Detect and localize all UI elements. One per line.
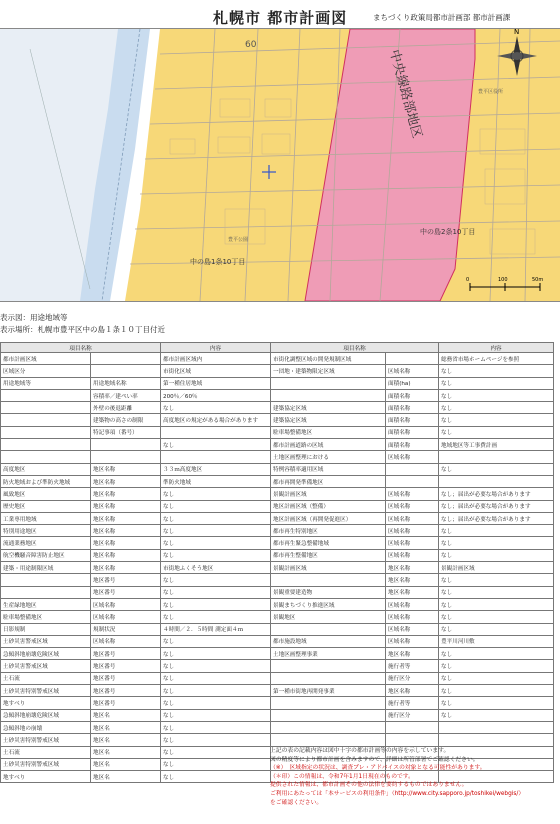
- table-cell: 都市施設地域: [271, 635, 386, 647]
- table-cell: [386, 463, 439, 475]
- table-cell: [161, 426, 271, 438]
- table-cell: 地区番号: [91, 697, 161, 709]
- table-cell: [271, 709, 386, 721]
- table-cell: なし: [161, 648, 271, 660]
- table-cell: 駐車場整備地区: [1, 611, 91, 623]
- table-cell: 区域名称: [386, 537, 439, 549]
- table-cell: 面積(ha): [386, 377, 439, 389]
- table-cell: [1, 439, 91, 451]
- table-cell: [271, 697, 386, 709]
- header-item-name-2: 項目名称: [271, 343, 439, 353]
- table-cell: 地域地区等工事費計画: [439, 439, 554, 451]
- note-line-6: ご利用にあたっては「本サービスの利用条件」（http://www.city.sapporo.jp/toshikei/webgis/）: [270, 790, 525, 797]
- table-cell: 都市再生整備地区: [271, 549, 386, 561]
- table-cell: 区域名称: [386, 512, 439, 524]
- table-cell: 都市計画区域: [1, 353, 91, 365]
- table-cell: [386, 721, 439, 733]
- table-row: [1, 598, 554, 610]
- table-cell: 風致地区: [1, 488, 91, 500]
- table-cell: 地区名称: [386, 685, 439, 697]
- table-cell: 地区番号: [91, 660, 161, 672]
- table-cell: 土石流: [1, 746, 91, 758]
- table-row: [1, 488, 554, 500]
- table-cell: なし: [439, 525, 554, 537]
- map-title: 札幌市 都市計画図: [213, 9, 348, 27]
- table-cell: 総務省市場ホームページを参照: [439, 353, 554, 365]
- table-cell: [1, 402, 91, 414]
- table-row: [1, 426, 554, 438]
- table-cell: [91, 451, 161, 463]
- table-cell: [271, 660, 386, 672]
- table-cell: 建築協定区域: [271, 402, 386, 414]
- table-cell: なし: [439, 574, 554, 586]
- location-line: 表示場所：札幌市豊平区中の島１条１０丁目付近: [0, 325, 165, 334]
- table-row: [1, 611, 554, 623]
- table-row: [1, 512, 554, 524]
- table-row: [1, 365, 554, 377]
- table-cell: 地区名称: [91, 488, 161, 500]
- table-cell: なし: [439, 463, 554, 475]
- table-cell: なし: [161, 439, 271, 451]
- map-type-line: 表示図：用途地域等: [0, 313, 68, 322]
- table-cell: 第一種住居地域: [161, 377, 271, 389]
- table-cell: なし: [161, 721, 271, 733]
- table-cell: 地区名称: [91, 525, 161, 537]
- table-cell: [271, 389, 386, 401]
- table-cell: 建築物の高さの制限: [91, 414, 161, 426]
- table-cell: [91, 353, 161, 365]
- table-cell: ４時間／２．５時間 測定面４ｍ: [161, 623, 271, 635]
- scale-end: 50m: [532, 277, 544, 283]
- table-cell: 都市計画道路の区域: [271, 439, 386, 451]
- table-cell: 土石流: [1, 672, 91, 684]
- table-cell: 地すべり: [1, 771, 91, 783]
- table-row: [1, 574, 554, 586]
- table-cell: なし: [439, 660, 554, 672]
- table-cell: 地区名: [91, 771, 161, 783]
- table-cell: [271, 623, 386, 635]
- table-cell: 準防火地域: [161, 475, 271, 487]
- note-line-7: をご確認ください。: [270, 799, 323, 806]
- table-cell: 景観計画区域: [439, 562, 554, 574]
- table-cell: 用途地域等: [1, 377, 91, 389]
- facility-label-park: 豊平公園: [228, 237, 249, 243]
- footnote-block: [270, 747, 558, 807]
- table-cell: 都市計画区域内: [161, 353, 271, 365]
- table-row: [1, 439, 554, 451]
- table-cell: [1, 426, 91, 438]
- table-cell: 規制状況: [91, 623, 161, 635]
- table-cell: 地区名称: [91, 512, 161, 524]
- table-row: [1, 623, 554, 635]
- table-cell: 市街地ふくそう地区: [161, 562, 271, 574]
- table-row: [1, 562, 554, 574]
- table-cell: 都市再開発準備地区: [271, 475, 386, 487]
- table-cell: 景観計画区域: [271, 488, 386, 500]
- table-cell: なし: [161, 402, 271, 414]
- table-cell: [1, 414, 91, 426]
- map-area[interactable]: [0, 28, 560, 302]
- table-cell: 都市再生緊急整備地域: [271, 537, 386, 549]
- table-cell: なし: [161, 574, 271, 586]
- note-line-3: （※） 区域指定の状況は、調査プレ・アドバイスの対象となる可能性があります。: [270, 765, 486, 772]
- table-cell: 区域名称: [91, 635, 161, 647]
- header-item-name: 項目名称: [1, 343, 161, 353]
- table-row: [1, 377, 554, 389]
- table-cell: なし: [161, 771, 271, 783]
- table-cell: なし: [439, 389, 554, 401]
- table-cell: 特別用途地区: [1, 525, 91, 537]
- table-header-row: [1, 343, 554, 353]
- table-cell: [439, 721, 554, 733]
- table-cell: [91, 439, 161, 451]
- table-cell: 施行区分: [386, 672, 439, 684]
- table-cell: なし: [161, 549, 271, 561]
- note-line-5: 提供された情報は、都市計画その他の法律を要約するものではありません。: [270, 782, 468, 789]
- table-row: [1, 685, 554, 697]
- table-cell: なし: [161, 586, 271, 598]
- table-cell: なし: [161, 685, 271, 697]
- block-code-label: 60: [245, 40, 257, 50]
- department-label: まちづくり政策局都市計画部 都市計画課: [373, 13, 511, 22]
- table-cell: 生産緑地地区: [1, 598, 91, 610]
- table-cell: 区域名称: [386, 611, 439, 623]
- table-cell: 面積名称: [386, 414, 439, 426]
- table-cell: 面積名称: [386, 389, 439, 401]
- table-cell: 200％／60％: [161, 389, 271, 401]
- table-cell: 施行者等: [386, 660, 439, 672]
- table-cell: [386, 475, 439, 487]
- table-cell: 豊平川河川敷: [439, 635, 554, 647]
- table-cell: [439, 475, 554, 487]
- table-cell: 区域名称: [386, 525, 439, 537]
- table-cell: なし: [439, 598, 554, 610]
- table-cell: 歴史地区: [1, 500, 91, 512]
- table-cell: 地区名: [91, 709, 161, 721]
- table-cell: 地区名: [91, 758, 161, 770]
- table-row: [1, 709, 554, 721]
- facility-label-office: 豊平区役所: [478, 89, 504, 95]
- table-cell: 高度地区: [1, 463, 91, 475]
- table-cell: [271, 734, 386, 746]
- table-cell: 地区名: [91, 734, 161, 746]
- table-cell: 防火地域および準防火地域: [1, 475, 91, 487]
- table-cell: なし: [161, 734, 271, 746]
- table-cell: 地区名称: [91, 463, 161, 475]
- table-cell: なし: [439, 377, 554, 389]
- table-cell: 土地区画整理事業: [271, 648, 386, 660]
- table-cell: [271, 672, 386, 684]
- table-row: [1, 402, 554, 414]
- table-cell: 駐車場整備地区: [271, 426, 386, 438]
- table-row: [1, 734, 554, 746]
- table-cell: なし: [439, 672, 554, 684]
- table-cell: [1, 574, 91, 586]
- table-cell: なし: [439, 365, 554, 377]
- table-cell: ３３ｍ高度地区: [161, 463, 271, 475]
- note-line-2: 図の精度等により都市計画を含みますので、詳細は所管部署でご確認ください。: [270, 756, 479, 763]
- table-cell: 区域名称: [386, 365, 439, 377]
- table-cell: なし: [161, 697, 271, 709]
- table-cell: 区域名称: [386, 549, 439, 561]
- table-cell: なし: [439, 685, 554, 697]
- table-cell: 流通業務地区: [1, 537, 91, 549]
- table-cell: 地区名称: [91, 537, 161, 549]
- scale-zero: 0: [466, 277, 470, 283]
- table-cell: なし: [439, 611, 554, 623]
- table-row: [1, 721, 554, 733]
- table-cell: 急傾斜地崩壊危険区域: [1, 709, 91, 721]
- table-cell: 地区番号: [91, 685, 161, 697]
- table-cell: なし: [439, 709, 554, 721]
- table-cell: [91, 365, 161, 377]
- table-cell: 地区番号: [91, 574, 161, 586]
- table-cell: 地区名: [91, 721, 161, 733]
- info-block: [0, 312, 165, 336]
- table-cell: 地すべり: [1, 697, 91, 709]
- table-cell: なし: [161, 635, 271, 647]
- table-cell: 土砂災害警戒区域: [1, 635, 91, 647]
- table-cell: 土砂災害特別警戒区域: [1, 734, 91, 746]
- table-cell: 景観計画区域: [271, 562, 386, 574]
- table-cell: なし: [161, 598, 271, 610]
- table-cell: なし；届出が必要な場合があります: [439, 512, 554, 524]
- table-row: [1, 635, 554, 647]
- table-cell: 地区名称: [91, 475, 161, 487]
- table-cell: 地区名称: [386, 586, 439, 598]
- table-cell: 地区名: [91, 746, 161, 758]
- table-cell: 工業専用地域: [1, 512, 91, 524]
- table-cell: 地区番号: [91, 586, 161, 598]
- table-cell: 一団地・建築物限定区域: [271, 365, 386, 377]
- table-row: [1, 697, 554, 709]
- table-cell: 容積率／建ぺい率: [91, 389, 161, 401]
- table-cell: [161, 451, 271, 463]
- table-cell: 景観重要建造物: [271, 586, 386, 598]
- table-cell: なし: [161, 660, 271, 672]
- table-cell: 市街化区域: [161, 365, 271, 377]
- table-cell: [1, 586, 91, 598]
- table-cell: 土砂災害警戒区域: [1, 660, 91, 672]
- table-row: [1, 414, 554, 426]
- area-label-1jo: 中の島1条10丁目: [190, 258, 246, 266]
- table-cell: 市街化調整区域の開発規制区域: [271, 353, 386, 365]
- table-row: [1, 660, 554, 672]
- table-cell: 地区名称: [386, 648, 439, 660]
- table-row: [1, 500, 554, 512]
- table-cell: なし: [161, 611, 271, 623]
- table-cell: 区域区分: [1, 365, 91, 377]
- table-cell: 地区名称: [91, 500, 161, 512]
- table-cell: [1, 389, 91, 401]
- table-cell: 地区名称: [386, 574, 439, 586]
- planning-info-table: [0, 342, 554, 783]
- scale-mid: 100: [498, 277, 508, 283]
- table-cell: [439, 451, 554, 463]
- table-cell: 特例容積率適用区域: [271, 463, 386, 475]
- table-cell: なし；届出が必要な場合があります: [439, 500, 554, 512]
- table-cell: 日影規制: [1, 623, 91, 635]
- table-row: [1, 525, 554, 537]
- table-cell: なし: [439, 402, 554, 414]
- table-cell: なし: [161, 672, 271, 684]
- table-cell: 地区名称: [386, 562, 439, 574]
- table-row: [1, 451, 554, 463]
- table-cell: 高度地区の規定がある場合があります: [161, 414, 271, 426]
- table-cell: 外壁の後退距離: [91, 402, 161, 414]
- table-cell: 地区計画区域（整備）: [271, 500, 386, 512]
- table-cell: 区域名称: [386, 635, 439, 647]
- table-cell: 景観地区: [271, 611, 386, 623]
- table-row: [1, 672, 554, 684]
- table-cell: 区域名称: [386, 451, 439, 463]
- table-row: [1, 586, 554, 598]
- table-cell: 用途地域名称: [91, 377, 161, 389]
- table-cell: 建築協定区域: [271, 414, 386, 426]
- table-cell: 景観まちづくり推進区域: [271, 598, 386, 610]
- table-cell: [439, 734, 554, 746]
- page-header: [0, 0, 560, 28]
- table-cell: 都市再生特別地区: [271, 525, 386, 537]
- table-row: [1, 549, 554, 561]
- table-cell: 区域名称: [386, 623, 439, 635]
- table-cell: 区域名称: [91, 611, 161, 623]
- table-cell: 地区名称: [91, 549, 161, 561]
- table-row: [1, 353, 554, 365]
- table-row: [1, 537, 554, 549]
- note-line-4: （＊印）この情報は、令和7年1月1日現在のものです。: [270, 773, 414, 780]
- table-cell: なし: [161, 758, 271, 770]
- table-cell: なし: [161, 746, 271, 758]
- table-cell: 土砂災害特別警戒区域: [1, 685, 91, 697]
- table-cell: なし: [161, 709, 271, 721]
- table-cell: 急傾斜地の崩壊: [1, 721, 91, 733]
- area-label-2jo: 中の島2条10丁目: [420, 228, 476, 236]
- table-cell: [271, 721, 386, 733]
- table-row: [1, 648, 554, 660]
- table-cell: なし: [439, 648, 554, 660]
- table-cell: なし: [439, 697, 554, 709]
- header-content: 内容: [161, 343, 271, 353]
- table-cell: なし: [439, 586, 554, 598]
- table-cell: なし: [439, 623, 554, 635]
- compass-north-label: N: [514, 29, 520, 36]
- table-cell: なし: [161, 488, 271, 500]
- district-label: 中央線路部地区: [386, 48, 425, 140]
- table-cell: [386, 734, 439, 746]
- table-cell: 地区番号: [91, 648, 161, 660]
- table-cell: 施行区分: [386, 709, 439, 721]
- table-cell: [1, 451, 91, 463]
- table-cell: 面積名称: [386, 402, 439, 414]
- table-cell: なし: [161, 500, 271, 512]
- table-cell: 区域名称: [91, 598, 161, 610]
- table-cell: 急傾斜地崩壊危険区域: [1, 648, 91, 660]
- table-cell: 航空機騒音障害防止地区: [1, 549, 91, 561]
- table-cell: なし: [161, 512, 271, 524]
- table-cell: 地区名称: [91, 562, 161, 574]
- table-cell: [271, 574, 386, 586]
- table-cell: 特記事項（番号）: [91, 426, 161, 438]
- table-cell: 地区番号: [91, 672, 161, 684]
- table-cell: なし: [439, 537, 554, 549]
- table-cell: なし: [161, 525, 271, 537]
- table-cell: 地区計画区域（再開発促進区）: [271, 512, 386, 524]
- table-cell: なし；届出が必要な場合があります: [439, 488, 554, 500]
- table-cell: 区域名称: [386, 488, 439, 500]
- table-cell: [386, 353, 439, 365]
- table-cell: 区域名称: [386, 598, 439, 610]
- note-line-1: 上記の表の記載内容は図中十字の都市計画等の内容を示しています。: [270, 748, 450, 754]
- table-row: [1, 475, 554, 487]
- table-body: [1, 353, 554, 783]
- map-canvas[interactable]: [0, 29, 560, 301]
- table-cell: なし: [439, 549, 554, 561]
- table-cell: [271, 377, 386, 389]
- table-row: [1, 389, 554, 401]
- table-cell: なし: [439, 414, 554, 426]
- header-content-2: 内容: [439, 343, 554, 353]
- table-cell: 面積名称: [386, 426, 439, 438]
- table-cell: 区域名称: [386, 500, 439, 512]
- table-cell: 建築・用途制限区域: [1, 562, 91, 574]
- table-cell: 面積名称: [386, 439, 439, 451]
- table-cell: なし: [161, 537, 271, 549]
- table-cell: なし: [439, 426, 554, 438]
- table-cell: 土地区画整理における: [271, 451, 386, 463]
- table-cell: 施行者等: [386, 697, 439, 709]
- table-cell: 第一種市街地再開発事業: [271, 685, 386, 697]
- table-cell: 土砂災害特別警戒区域: [1, 758, 91, 770]
- table-row: [1, 463, 554, 475]
